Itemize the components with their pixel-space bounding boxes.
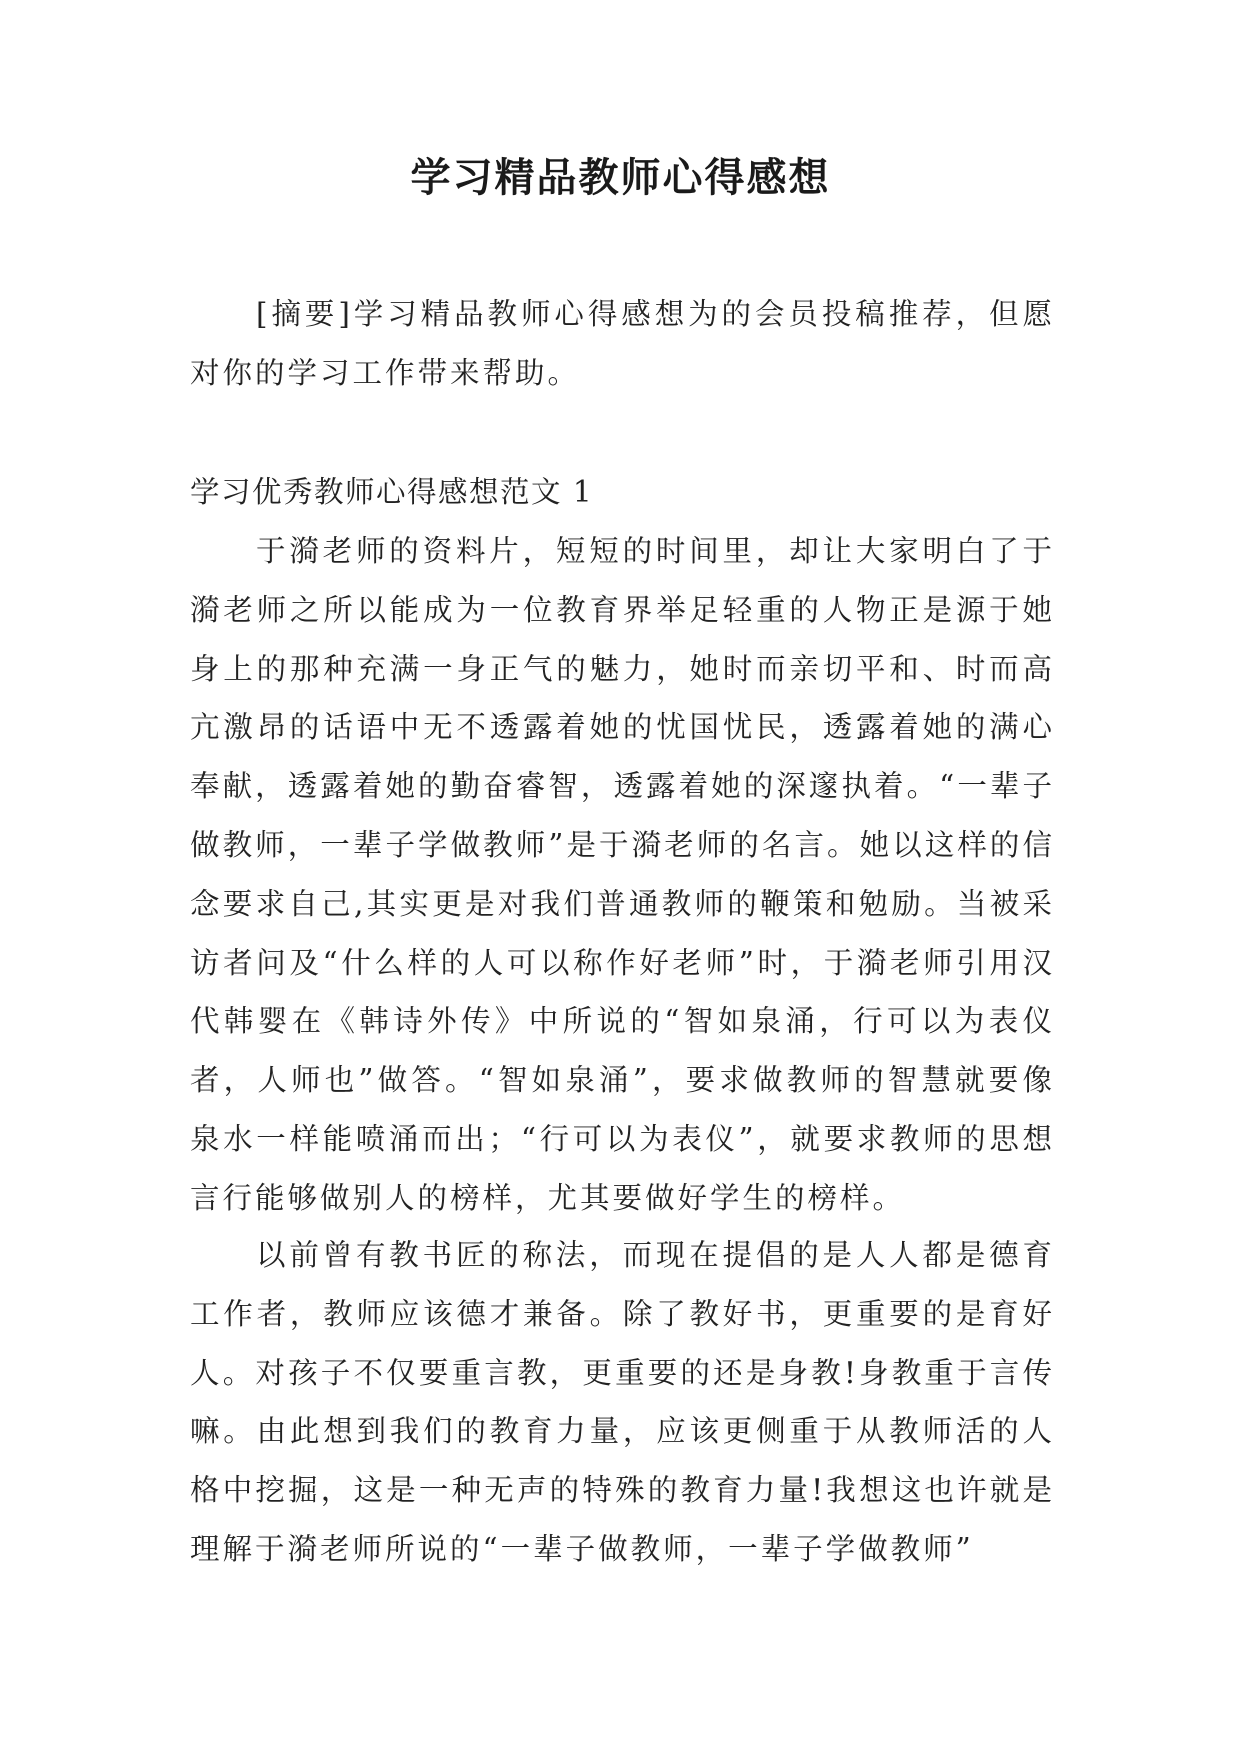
- body-paragraph: 于漪老师的资料片，短短的时间里，却让大家明白了于漪老师之所以能成为一位教育界举足轻重的人物正是源于她身上的那种充满一身正气的魅力，她时而亲切平和、时而高亢激昂的话语中无不透露着她的忧国忧民，透露着她的满心奉献，透露着她的勤奋睿智，透露着她的深邃执着。“一辈子做教师，一辈子学做教师”是于漪老师的名言。她以这样的信念要求自己,其实更是对我们普通教师的鞭策和勉励。当被采访者问及“什么样的人可以称作好老师”时，于漪老师引用汉代韩婴在《韩诗外传》中所说的“智如泉涌，行可以为表仪者，人师也”做答。“智如泉涌”，要求做教师的智慧就要像泉水一样能喷涌而出；“行可以为表仪”，就要求教师的思想言行能够做别人的榜样，尤其要做好学生的榜样。: [190, 534, 1055, 1215]
- body-paragraph: 以前曾有教书匠的称法，而现在提倡的是人人都是德育工作者，教师应该德才兼备。除了教好书，更重要的是育好人。对孩子不仅要重言教，更重要的还是身教!身教重于言传嘛。由此想到我们的教育力量，应该更侧重于从教师活的人格中挖掘，这是一种无声的特殊的教育力量!我想这也许就是理解于漪老师所说的“一辈子做教师，一辈子学做教师”: [190, 1238, 1055, 1566]
- abstract-paragraph: [摘要]学习精品教师心得感想为的会员投稿推荐，但愿对你的学习工作带来帮助。: [190, 297, 1055, 390]
- document-title: 学习精品教师心得感想: [410, 155, 831, 201]
- section-heading: 学习优秀教师心得感想范文 1: [190, 475, 594, 509]
